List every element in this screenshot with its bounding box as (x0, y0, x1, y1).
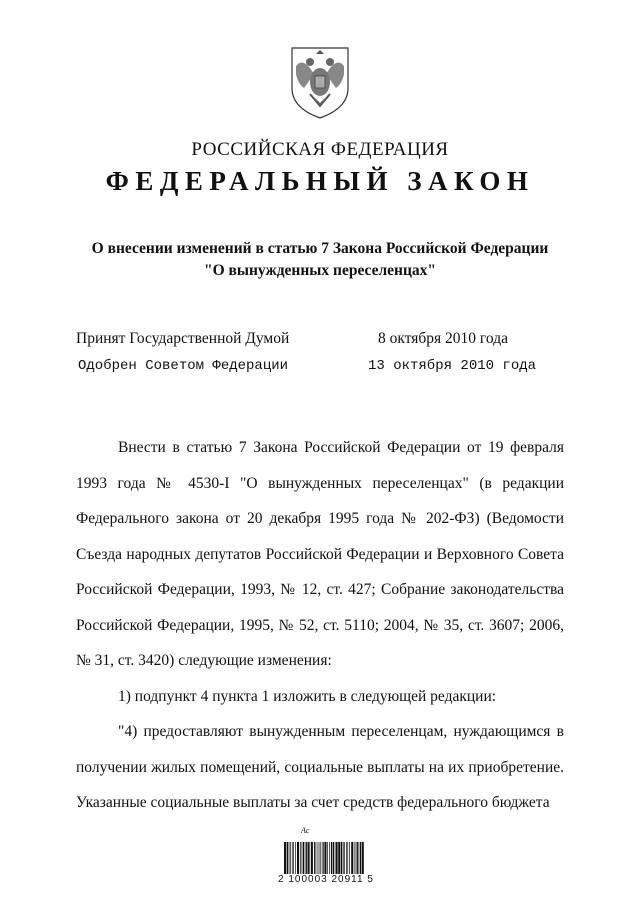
barcode-bar (344, 842, 345, 874)
barcode-bar (331, 842, 332, 874)
barcode-bar (327, 842, 328, 874)
barcode-bar (292, 842, 293, 874)
barcode-bar (308, 842, 310, 874)
barcode-bar (356, 842, 357, 874)
barcode-number: 2 100003 20911 5 (278, 874, 374, 885)
barcode-bar (322, 842, 323, 874)
adoption-date-duma: 8 октября 2010 года (378, 330, 508, 347)
barcode-bar (306, 842, 307, 874)
barcode-bar (314, 842, 315, 874)
barcode-bar (323, 842, 324, 874)
barcode-bar (351, 842, 353, 874)
barcode-bar (293, 842, 294, 874)
barcode-bar (319, 842, 320, 874)
barcode-bar (311, 842, 313, 874)
barcode (284, 842, 364, 874)
barcode-bar (290, 842, 291, 874)
barcode-bar (295, 842, 296, 874)
law-type-heading: ФЕДЕРАЛЬНЫЙ ЗАКОН (105, 166, 535, 196)
law-body (76, 430, 564, 821)
barcode-bar (287, 842, 288, 874)
barcode-bar (333, 842, 334, 874)
barcode-bar (289, 842, 290, 874)
barcode-bar (336, 842, 338, 874)
barcode-bar (347, 842, 348, 874)
barcode-bar (300, 842, 301, 874)
barcode-bar (343, 842, 344, 874)
law-title-line: "О вынужденных переселенцах" (203, 262, 437, 279)
adoption-label-council: Одобрен Советом Федерации (78, 358, 289, 374)
barcode-bar (303, 842, 304, 874)
adoption-date-council: 13 октября 2010 года (368, 358, 537, 374)
barcode-bar (329, 842, 330, 874)
barcode-bar (349, 842, 350, 874)
barcode-bar (362, 842, 364, 874)
barcode-bar (360, 842, 361, 874)
barcode-bar (320, 842, 321, 874)
country-heading: РОССИЙСКАЯ ФЕДЕРАЦИЯ (191, 139, 449, 160)
barcode-bar (338, 842, 340, 874)
barcode-bar (341, 842, 342, 874)
barcode-bar (324, 842, 326, 874)
barcode-bar (317, 842, 318, 874)
barcode-bar (357, 842, 358, 874)
law-title (0, 238, 640, 282)
barcode-bar (346, 842, 347, 874)
body-intro-paragraph: Внести в статью 7 Закона Российской Федерации от 19 февраля 1993 года № 4530-I "О вынужденных переселенцах" (в редакции Федерального закона от 20 декабря 1995 года № 202-ФЗ) (Ведомости Съезда народных депутатов Российской Федерации и Верховного Совета Российской Федерации, 1993, № 12, ст. 427; Собрание законодательства Российской Федерации, 1995, № 52, ст. 5110; 2004, № 35, ст. 3607; 2006, № 31, ст. 3420) следующие изменения: (76, 439, 564, 669)
body-quote-paragraph: "4) предоставляют вынужденным переселенцам, нуждающимся в получении жилых помещений, социальные выплаты на их приобретение. Указанные социальные выплаты за счет средств федерального бюджета (76, 723, 564, 811)
barcode-bar (302, 842, 303, 874)
barcode-bar (284, 842, 286, 874)
barcode-mark: Ac (301, 826, 310, 835)
barcode-bar (355, 842, 356, 874)
adoption-label-duma: Принят Государственной Думой (76, 330, 290, 347)
body-item-paragraph: 1) подпункт 4 пункта 1 изложить в следующей редакции: (118, 687, 497, 705)
russian-coat-of-arms-icon (288, 44, 352, 120)
law-title-line: О внесении изменений в статью 7 Закона Российской Федерации (91, 240, 549, 257)
barcode-bar (297, 842, 299, 874)
